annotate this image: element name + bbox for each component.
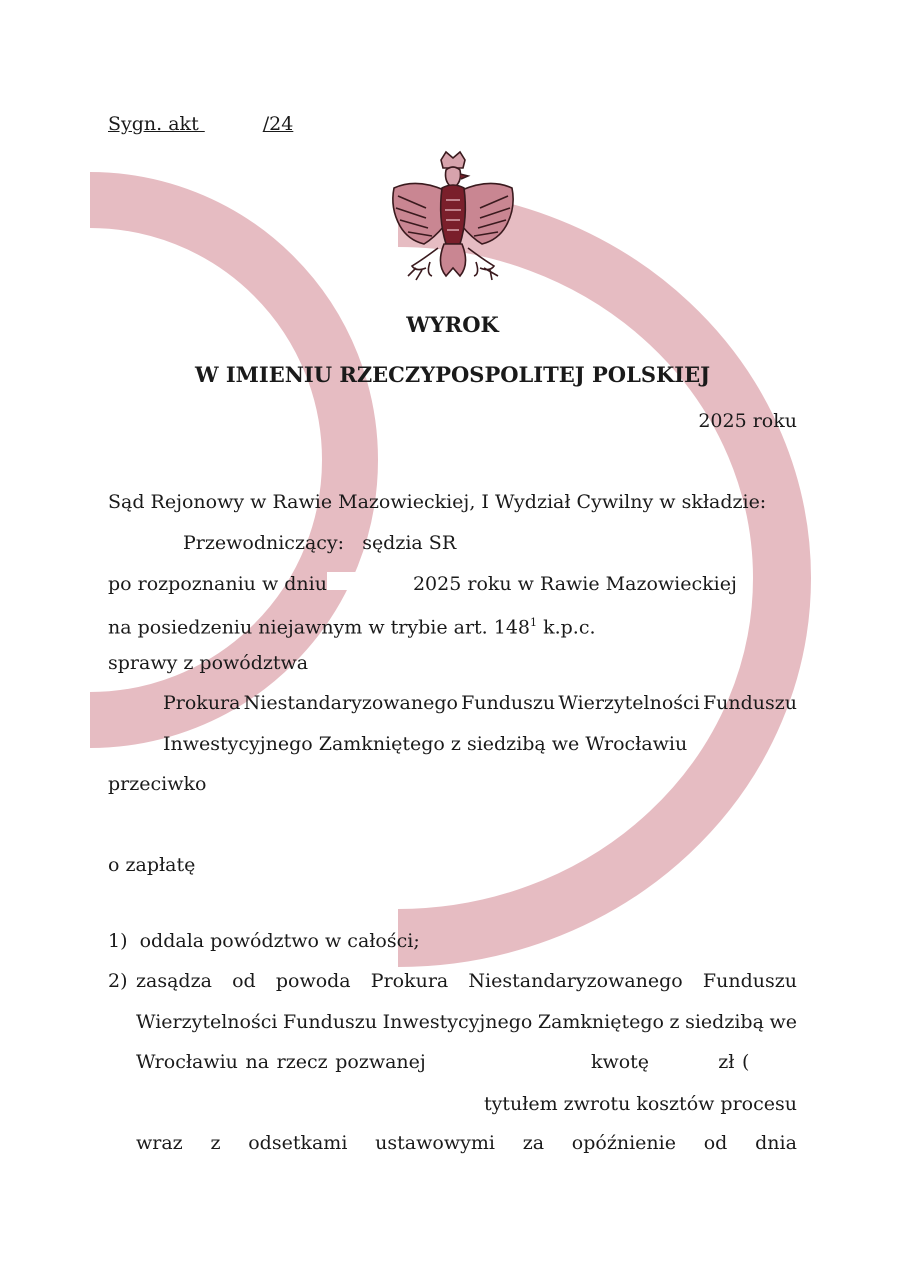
case-signature: Sygn. akt /24 (108, 113, 294, 135)
verdict-item-2-row-2: Wierzytelności Funduszu Inwestycyjnego Zamkniętego z siedzibą we (136, 1011, 797, 1033)
plaintiff-line-1: Prokura Niestandaryzowanego Funduszu Wierzytelności Funduszu (163, 692, 797, 714)
hearing-date-line: po rozpoznaniu w dniu 2025 roku w Rawie Mazowieckiej (108, 573, 737, 595)
plaintiff-line-2: Inwestycyjnego Zamkniętego z siedzibą we Wrocławiu (163, 733, 688, 755)
against-label: przeciwko (108, 773, 207, 795)
session-line: na posiedzeniu niejawnym w trybie art. $148^1$ k.p.c. (108, 616, 596, 639)
verdict-item-2-row-3: Wrocławiu na rzecz pozwanej kwotę zł ( (136, 1051, 797, 1073)
verdict-item-2-row-4: tytułem zwrotu kosztów procesu (483, 1093, 797, 1115)
redacted-mask (757, 1051, 797, 1069)
watermark-arc-left (90, 200, 350, 720)
verdict-item-2-row-1: zasądza od powoda Prokura Niestandaryzowanego Funduszu (136, 970, 797, 992)
redacted-mask (205, 112, 263, 130)
redacted-mask (327, 572, 413, 590)
court-composition: Sąd Rejonowy w Rawie Mazowieckiej, I Wydział Cywilny w składzie: (108, 491, 767, 513)
verdict-item-1: 1) oddala powództwo w całości; (108, 930, 420, 952)
subject-label: o zapłatę (108, 854, 196, 876)
claim-intro: sprawy z powództwa (108, 652, 309, 674)
redacted-mask (433, 1051, 583, 1069)
verdict-item-2-row-5: wraz z odsetkami ustawowymi za opóźnienie od dnia (136, 1132, 797, 1154)
redacted-mask (657, 1051, 711, 1069)
presiding-judge: Przewodniczący: sędzia SR (183, 532, 457, 554)
verdict-item-2-number: 2) (108, 970, 128, 992)
verdict-subtitle: W IMIENIU RZECZYPOSPOLITEJ POLSKIEJ (194, 362, 711, 387)
verdict-title: WYROK (406, 312, 499, 337)
polish-eagle-emblem (386, 148, 520, 296)
verdict-date: 2025 roku (698, 410, 797, 432)
